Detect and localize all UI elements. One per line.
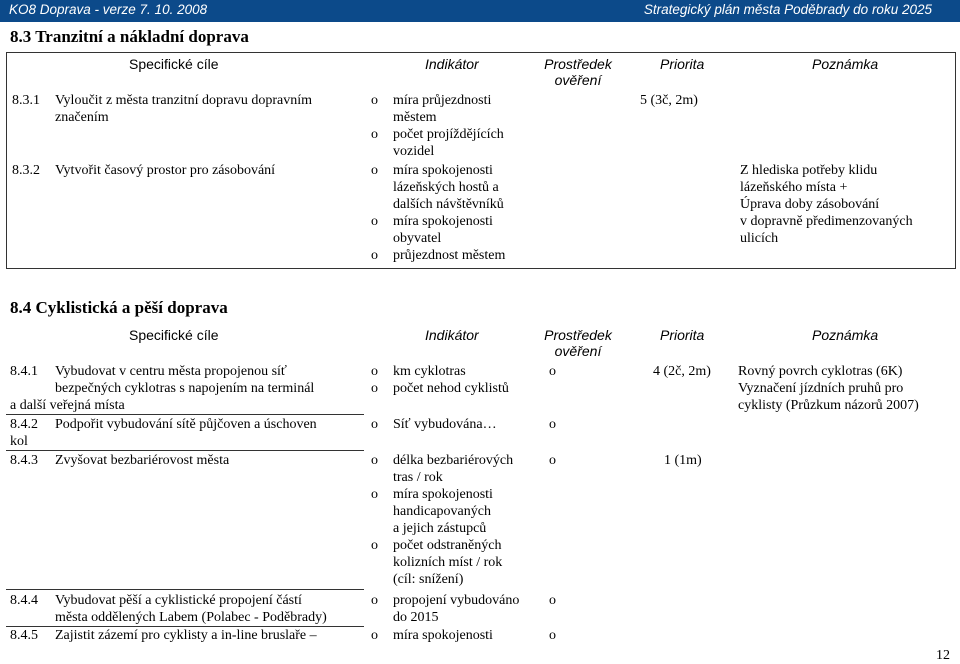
indicator-text: a jejich zástupců (393, 521, 487, 536)
bullet-icon: o (371, 248, 378, 263)
header-poznamka: Poznámka (812, 56, 879, 72)
verification-bullet: o (549, 593, 556, 608)
document-title: Strategický plán města Poděbrady do roku 2025 (643, 2, 932, 17)
row-divider (6, 589, 364, 590)
indicator-text: míra průjezdnosti (393, 93, 492, 108)
note-text: Rovný povrch cyklotras (6K) (738, 364, 903, 379)
bullet-icon: o (371, 593, 378, 608)
indicator-text: kolizních míst / rok (393, 555, 503, 570)
header-cile: Specifické cíle (129, 56, 219, 72)
header-overeni: ověření (554, 72, 602, 88)
bullet-icon: o (371, 364, 378, 379)
priority-value: 4 (2č, 2m) (653, 364, 711, 379)
goal-text: Vybudovat v centru města propojenou síť (55, 364, 287, 379)
indicator-text: (cíl: snížení) (393, 572, 464, 587)
header-indikator: Indikátor (425, 56, 479, 72)
document-header-bar (0, 0, 960, 22)
goal-text: Vybudovat pěší a cyklistické propojení částí (55, 593, 302, 608)
goal-text: Vyloučit z města tranzitní dopravu dopravním (55, 93, 312, 108)
header-cile: Specifické cíle (129, 327, 219, 343)
bullet-icon: o (371, 538, 378, 553)
indicator-text: dalších návštěvníků (393, 197, 504, 212)
goal-number: 8.4.2 (10, 417, 38, 432)
goal-text: Podpořit vybudování sítě půjčoven a úschoven (55, 417, 317, 432)
header-indikator: Indikátor (425, 327, 479, 343)
goal-number: 8.4.5 (10, 628, 38, 643)
bullet-icon: o (371, 628, 378, 643)
goal-text: Vytvořit časový prostor pro zásobování (55, 163, 276, 178)
table-8-3 (6, 52, 956, 269)
section-title-8-3: 8.3 Tranzitní a nákladní doprava (10, 27, 249, 46)
header-priorita: Priorita (660, 56, 705, 72)
goal-text: kol (10, 434, 28, 449)
priority-value: 5 (3č, 2m) (640, 93, 698, 108)
indicator-text: průjezdnost městem (393, 248, 506, 263)
goal-text: značením (55, 110, 109, 125)
verification-bullet: o (549, 417, 556, 432)
goal-text: a další veřejná místa (10, 398, 125, 413)
goal-number: 8.3.2 (12, 163, 40, 178)
header-poznamka: Poznámka (812, 327, 879, 343)
header-prostredek: Prostředek (544, 56, 612, 72)
indicator-text: obyvatel (393, 231, 442, 246)
indicator-text: Síť vybudována… (393, 417, 497, 432)
priority-value: 1 (1m) (664, 453, 702, 468)
note-text: Vyznačení jízdních pruhů pro (738, 381, 904, 396)
indicator-text: míra spokojenosti (393, 163, 493, 178)
goal-text: Zvyšovat bezbariérovost města (55, 453, 230, 468)
note-text: Z hlediska potřeby klidu (740, 163, 878, 178)
indicator-text: propojení vybudováno (393, 593, 520, 608)
indicator-text: městem (393, 110, 437, 125)
indicator-text: km cyklotras (393, 364, 466, 379)
verification-bullet: o (549, 364, 556, 379)
goal-text: bezpečných cyklotras s napojením na terminál (55, 381, 315, 396)
verification-bullet: o (549, 628, 556, 643)
indicator-text: handicapovaných (393, 504, 491, 519)
row-divider (6, 414, 364, 415)
goal-number: 8.4.3 (10, 453, 38, 468)
indicator-text: míra spokojenosti (393, 487, 493, 502)
bullet-icon: o (371, 453, 378, 468)
indicator-text: tras / rok (393, 470, 443, 485)
goal-number: 8.4.4 (10, 593, 38, 608)
section-title-8-4: 8.4 Cyklistická a pěší doprava (10, 298, 228, 317)
indicator-text: míra spokojenosti (393, 214, 493, 229)
note-text: cyklisty (Průzkum názorů 2007) (738, 398, 919, 413)
document-version: KO8 Doprava - verze 7. 10. 2008 (9, 2, 208, 17)
bullet-icon: o (371, 417, 378, 432)
indicator-text: délka bezbariérových (393, 453, 514, 468)
bullet-icon: o (371, 163, 378, 178)
note-text: ulicích (740, 231, 779, 246)
note-text: v dopravně předimenzovaných (740, 214, 913, 229)
verification-bullet: o (549, 453, 556, 468)
header-prostredek: Prostředek (544, 327, 612, 343)
header-overeni: ověření (554, 343, 602, 359)
goal-number: 8.3.1 (12, 93, 40, 108)
bullet-icon: o (371, 214, 378, 229)
indicator-text: vozidel (393, 144, 435, 159)
indicator-text: počet odstraněných (393, 538, 502, 553)
goal-number: 8.4.1 (10, 364, 38, 379)
note-text: Úprava doby zásobování (740, 197, 880, 212)
goal-text: města oddělených Labem (Polabec - Poděbrady) (55, 610, 327, 625)
row-divider (6, 450, 364, 451)
bullet-icon: o (371, 127, 378, 142)
bullet-icon: o (371, 93, 378, 108)
indicator-text: do 2015 (393, 610, 439, 625)
goal-text: Zajistit zázemí pro cyklisty a in-line bruslaře – (55, 628, 317, 643)
bullet-icon: o (371, 487, 378, 502)
note-text: lázeňského místa + (740, 180, 848, 195)
indicator-text: počet nehod cyklistů (393, 381, 509, 396)
indicator-text: míra spokojenosti (393, 628, 493, 643)
page-number: 12 (936, 648, 950, 663)
header-priorita: Priorita (660, 327, 705, 343)
indicator-text: lázeňských hostů a (393, 180, 499, 195)
bullet-icon: o (371, 381, 378, 396)
indicator-text: počet projíždějících (393, 127, 504, 142)
